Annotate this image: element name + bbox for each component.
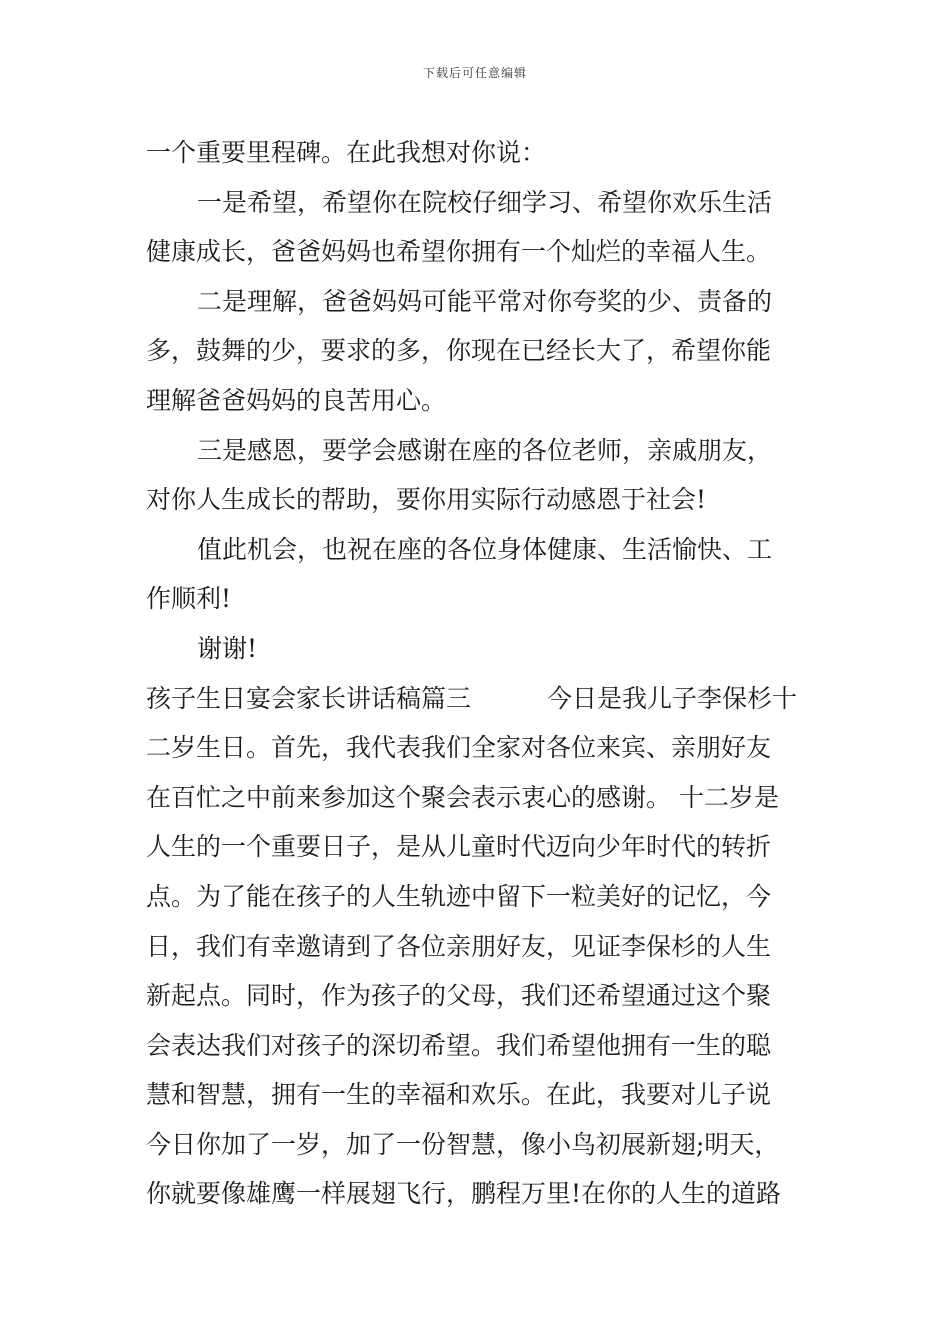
text-line: 慧和智慧，拥有一生的幸福和欢乐。在此，我要对儿子说 (146, 1080, 772, 1110)
text-line: 值此机会，也祝在座的各位身体健康、生活愉快、工 (197, 534, 773, 564)
text-line: 日，我们有幸邀请到了各位亲朋好友，见证李保杉的人生 (146, 931, 772, 961)
text-line: 二是理解，爸爸妈妈可能平常对你夸奖的少、责备的 (197, 286, 773, 316)
text-line: 对你人生成长的帮助，要你用实际行动感恩于社会! (146, 485, 707, 515)
text-line: 今日你加了一岁，加了一份智慧，像小鸟初展新翅;明天， (146, 1129, 780, 1159)
text-line: 在百忙之中前来参加这个聚会表示衷心的感谢。 十二岁是 (146, 782, 779, 812)
text-fragment: 今日是我儿子李保杉十 (547, 683, 798, 713)
text-line: 人生的一个重要日子，是从儿童时代迈向少年时代的转折 (146, 832, 772, 862)
text-line: 理解爸爸妈妈的良苦用心。 (146, 385, 447, 415)
text-line: 作顺利! (146, 584, 232, 614)
text-line: 多，鼓舞的少，要求的多，你现在已经长大了，希望你能 (146, 336, 772, 366)
text-line: 一是希望，希望你在院校仔细学习、希望你欢乐生活 (197, 187, 773, 217)
page-header-note: 下载后可任意编辑 (422, 66, 527, 80)
text-line: 健康成长，爸爸妈妈也希望你拥有一个灿烂的幸福人生。 (146, 237, 772, 267)
section-heading-line (146, 674, 811, 724)
text-line: 你就要像雄鹰一样展翅飞行，鹏程万里!在你的人生的道路 (146, 1179, 782, 1209)
text-line: 二岁生日。首先，我代表我们全家对各位来宾、亲朋好友 (146, 733, 772, 763)
text-line: 一个重要里程碑。在此我想对你说： (146, 138, 547, 167)
text-line: 谢谢! (197, 633, 258, 663)
text-line: 三是感恩，要学会感谢在座的各位老师，亲戚朋友， (197, 435, 773, 465)
text-line: 新起点。同时，作为孩子的父母，我们还希望通过这个聚 (146, 981, 772, 1011)
text-line: 点。为了能在孩子的人生轨迹中留下一粒美好的记忆，今 (146, 881, 772, 911)
section-title: 孩子生日宴会家长讲话稿篇三 (146, 683, 472, 713)
text-line: 会表达我们对孩子的深切希望。我们希望他拥有一生的聪 (146, 1030, 772, 1060)
document-body (146, 128, 811, 1219)
